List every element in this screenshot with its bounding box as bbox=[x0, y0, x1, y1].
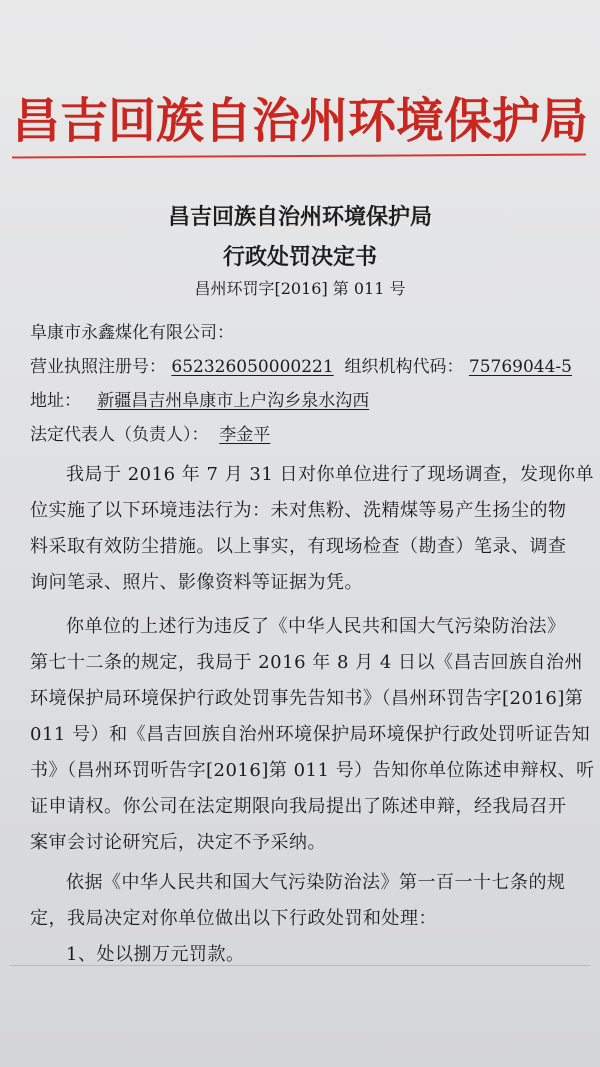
address-label: 地址： bbox=[30, 391, 81, 411]
paragraph-line: 你单位的上述行为违反了《中华人民共和国大气污染防治法》 bbox=[66, 616, 566, 637]
license-label: 营业执照注册号： bbox=[30, 357, 166, 377]
bottom-rule bbox=[10, 965, 590, 966]
paragraph-line: 书》（昌州环罚听告字[2016]第 011 号）告知你单位陈述申辩权、听 bbox=[30, 760, 595, 781]
paragraph-line: 料采取有效防尘措施。以上事实，有现场检查（勘查）笔录、调查 bbox=[30, 536, 567, 557]
letterhead-title: 昌吉回族自治州环境保护局 bbox=[11, 93, 588, 149]
paragraph-line: 证申请权。你公司在法定期限向我局提出了陈述申辩，经我局召开 bbox=[30, 796, 567, 817]
license-row bbox=[30, 352, 572, 377]
legal-rep-value: 李金平 bbox=[219, 425, 271, 445]
recipient-company: 阜康市永鑫煤化有限公司： bbox=[30, 323, 234, 343]
paragraph-line: 第七十二条的规定，我局于 2016 年 8 月 4 日以《昌吉回族自治州 bbox=[30, 652, 584, 673]
paragraph-line: 环境保护局环境保护行政处罚事先告知书》（昌州环罚告字[2016]第 bbox=[30, 688, 584, 709]
doc-number: 昌州环罚字[2016] 第 011 号 bbox=[194, 279, 406, 298]
doc-title-org: 昌吉回族自治州环境保护局 bbox=[167, 205, 432, 230]
org-code-label: 组织机构代码： bbox=[344, 357, 464, 377]
paragraph-line: 011 号）和《昌吉回族自治州环境保护局环境保护行政处罚听证告知 bbox=[30, 724, 591, 745]
address-row bbox=[30, 386, 369, 411]
paragraph-line: 定，我局决定对你单位做出以下行政处罚和处理： bbox=[30, 908, 437, 929]
legal-rep-label: 法定代表人（负责人）： bbox=[30, 425, 209, 445]
paragraph-line: 我局于 2016 年 7 月 31 日对你单位进行了现场调查，发现你单 bbox=[66, 464, 594, 485]
license-value: 652326050000221 bbox=[171, 357, 334, 377]
doc-title-type: 行政处罚决定书 bbox=[222, 245, 377, 270]
address-value: 新疆昌吉州阜康市上户沟乡泉水沟西 bbox=[97, 391, 370, 411]
paragraph-line: 询问笔录、照片、影像资料等证据为凭。 bbox=[30, 572, 363, 593]
paragraph-line: 位实施了以下环境违法行为：未对焦粉、洗精煤等易产生扬尘的物 bbox=[30, 500, 567, 521]
legal-rep-row bbox=[30, 420, 270, 445]
paragraph-line: 依据《中华人民共和国大气污染防治法》第一百一十七条的规 bbox=[66, 872, 566, 893]
paragraph-line: 1、处以捌万元罚款。 bbox=[66, 944, 245, 965]
org-code-value: 75769044-5 bbox=[468, 357, 572, 377]
paragraph-line: 案审会讨论研究后，决定不予采纳。 bbox=[30, 832, 326, 853]
letterhead-red-rule bbox=[12, 153, 586, 158]
